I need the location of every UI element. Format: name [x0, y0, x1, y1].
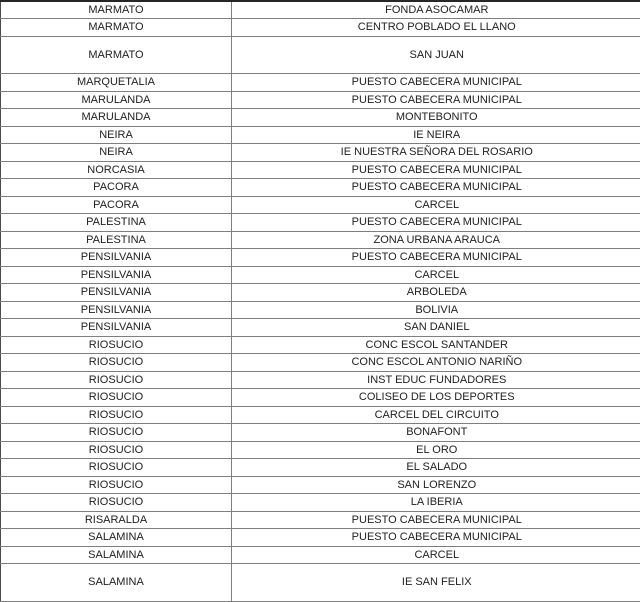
- location-cell: SAN JUAN: [232, 36, 640, 74]
- location-cell: INST EDUC FUNDADORES: [232, 371, 640, 389]
- table-row: [1, 249, 640, 267]
- location-cell: SAN LORENZO: [232, 476, 640, 494]
- table-row: [1, 546, 640, 564]
- location-cell: PUESTO CABECERA MUNICIPAL: [232, 161, 640, 179]
- municipality-cell: PENSILVANIA: [1, 319, 232, 337]
- table-row: [1, 476, 640, 494]
- table-row: [1, 459, 640, 477]
- municipality-cell: MARMATO: [1, 36, 232, 74]
- municipality-cell: MARMATO: [1, 19, 232, 37]
- location-cell: CONC ESCOL SANTANDER: [232, 336, 640, 354]
- municipality-cell: NEIRA: [1, 126, 232, 144]
- location-cell: BONAFONT: [232, 424, 640, 442]
- municipality-cell: SALAMINA: [1, 546, 232, 564]
- table-row: [1, 529, 640, 547]
- table-row: [1, 161, 640, 179]
- municipality-cell: RIOSUCIO: [1, 336, 232, 354]
- table-row: [1, 74, 640, 92]
- table-row: [1, 144, 640, 162]
- municipality-cell: PACORA: [1, 179, 232, 197]
- table-row: [1, 91, 640, 109]
- records-table-body: [1, 1, 640, 601]
- municipality-cell: PENSILVANIA: [1, 284, 232, 302]
- location-cell: COLISEO DE LOS DEPORTES: [232, 389, 640, 407]
- municipality-cell: PACORA: [1, 196, 232, 214]
- municipality-cell: RIOSUCIO: [1, 424, 232, 442]
- table-row: [1, 179, 640, 197]
- table-row: [1, 214, 640, 232]
- municipality-cell: RISARALDA: [1, 511, 232, 529]
- table-row: [1, 266, 640, 284]
- table-row: [1, 231, 640, 249]
- municipality-cell: RIOSUCIO: [1, 406, 232, 424]
- location-cell: CENTRO POBLADO EL LLANO: [232, 19, 640, 37]
- table-row: [1, 424, 640, 442]
- location-cell: PUESTO CABECERA MUNICIPAL: [232, 91, 640, 109]
- municipality-cell: NEIRA: [1, 144, 232, 162]
- table-row: [1, 371, 640, 389]
- location-cell: PUESTO CABECERA MUNICIPAL: [232, 529, 640, 547]
- location-cell: PUESTO CABECERA MUNICIPAL: [232, 511, 640, 529]
- location-cell: PUESTO CABECERA MUNICIPAL: [232, 74, 640, 92]
- table-row: [1, 284, 640, 302]
- location-cell: IE NEIRA: [232, 126, 640, 144]
- table-row: [1, 301, 640, 319]
- location-cell: FONDA ASOCAMAR: [232, 1, 640, 19]
- location-cell: BOLIVIA: [232, 301, 640, 319]
- municipality-cell: RIOSUCIO: [1, 389, 232, 407]
- table-row: [1, 1, 640, 19]
- municipality-cell: PALESTINA: [1, 214, 232, 232]
- table-row: [1, 406, 640, 424]
- municipality-cell: MARQUETALIA: [1, 74, 232, 92]
- table-row: [1, 126, 640, 144]
- table-row: [1, 354, 640, 372]
- location-cell: PUESTO CABECERA MUNICIPAL: [232, 214, 640, 232]
- municipality-cell: MARULANDA: [1, 91, 232, 109]
- municipality-cell: PENSILVANIA: [1, 249, 232, 267]
- table-row: [1, 494, 640, 512]
- location-cell: IE NUESTRA SEÑORA DEL ROSARIO: [232, 144, 640, 162]
- location-cell: CARCEL: [232, 266, 640, 284]
- location-cell: ZONA URBANA ARAUCA: [232, 231, 640, 249]
- municipality-cell: RIOSUCIO: [1, 494, 232, 512]
- location-cell: CONC ESCOL ANTONIO NARIÑO: [232, 354, 640, 372]
- municipality-cell: PALESTINA: [1, 231, 232, 249]
- location-cell: EL SALADO: [232, 459, 640, 477]
- location-cell: PUESTO CABECERA MUNICIPAL: [232, 179, 640, 197]
- location-cell: CARCEL: [232, 546, 640, 564]
- municipality-cell: RIOSUCIO: [1, 441, 232, 459]
- table-row: [1, 441, 640, 459]
- table-row: [1, 319, 640, 337]
- municipality-cell: RIOSUCIO: [1, 459, 232, 477]
- municipality-cell: PENSILVANIA: [1, 266, 232, 284]
- location-cell: LA IBERIA: [232, 494, 640, 512]
- table-row: [1, 389, 640, 407]
- municipality-cell: MARULANDA: [1, 109, 232, 127]
- table-row: [1, 564, 640, 602]
- location-cell: EL ORO: [232, 441, 640, 459]
- location-cell: PUESTO CABECERA MUNICIPAL: [232, 249, 640, 267]
- table-row: [1, 196, 640, 214]
- table-row: [1, 19, 640, 37]
- municipality-cell: NORCASIA: [1, 161, 232, 179]
- location-cell: CARCEL DEL CIRCUITO: [232, 406, 640, 424]
- location-cell: ARBOLEDA: [232, 284, 640, 302]
- table-row: [1, 109, 640, 127]
- municipality-cell: PENSILVANIA: [1, 301, 232, 319]
- municipality-cell: MARMATO: [1, 1, 232, 19]
- municipality-cell: RIOSUCIO: [1, 354, 232, 372]
- table-row: [1, 511, 640, 529]
- municipality-cell: RIOSUCIO: [1, 476, 232, 494]
- municipality-cell: SALAMINA: [1, 529, 232, 547]
- municipality-cell: SALAMINA: [1, 564, 232, 602]
- table-row: [1, 36, 640, 74]
- municipality-cell: RIOSUCIO: [1, 371, 232, 389]
- location-cell: MONTEBONITO: [232, 109, 640, 127]
- table-row: [1, 336, 640, 354]
- location-cell: CARCEL: [232, 196, 640, 214]
- location-cell: IE SAN FELIX: [232, 564, 640, 602]
- location-cell: SAN DANIEL: [232, 319, 640, 337]
